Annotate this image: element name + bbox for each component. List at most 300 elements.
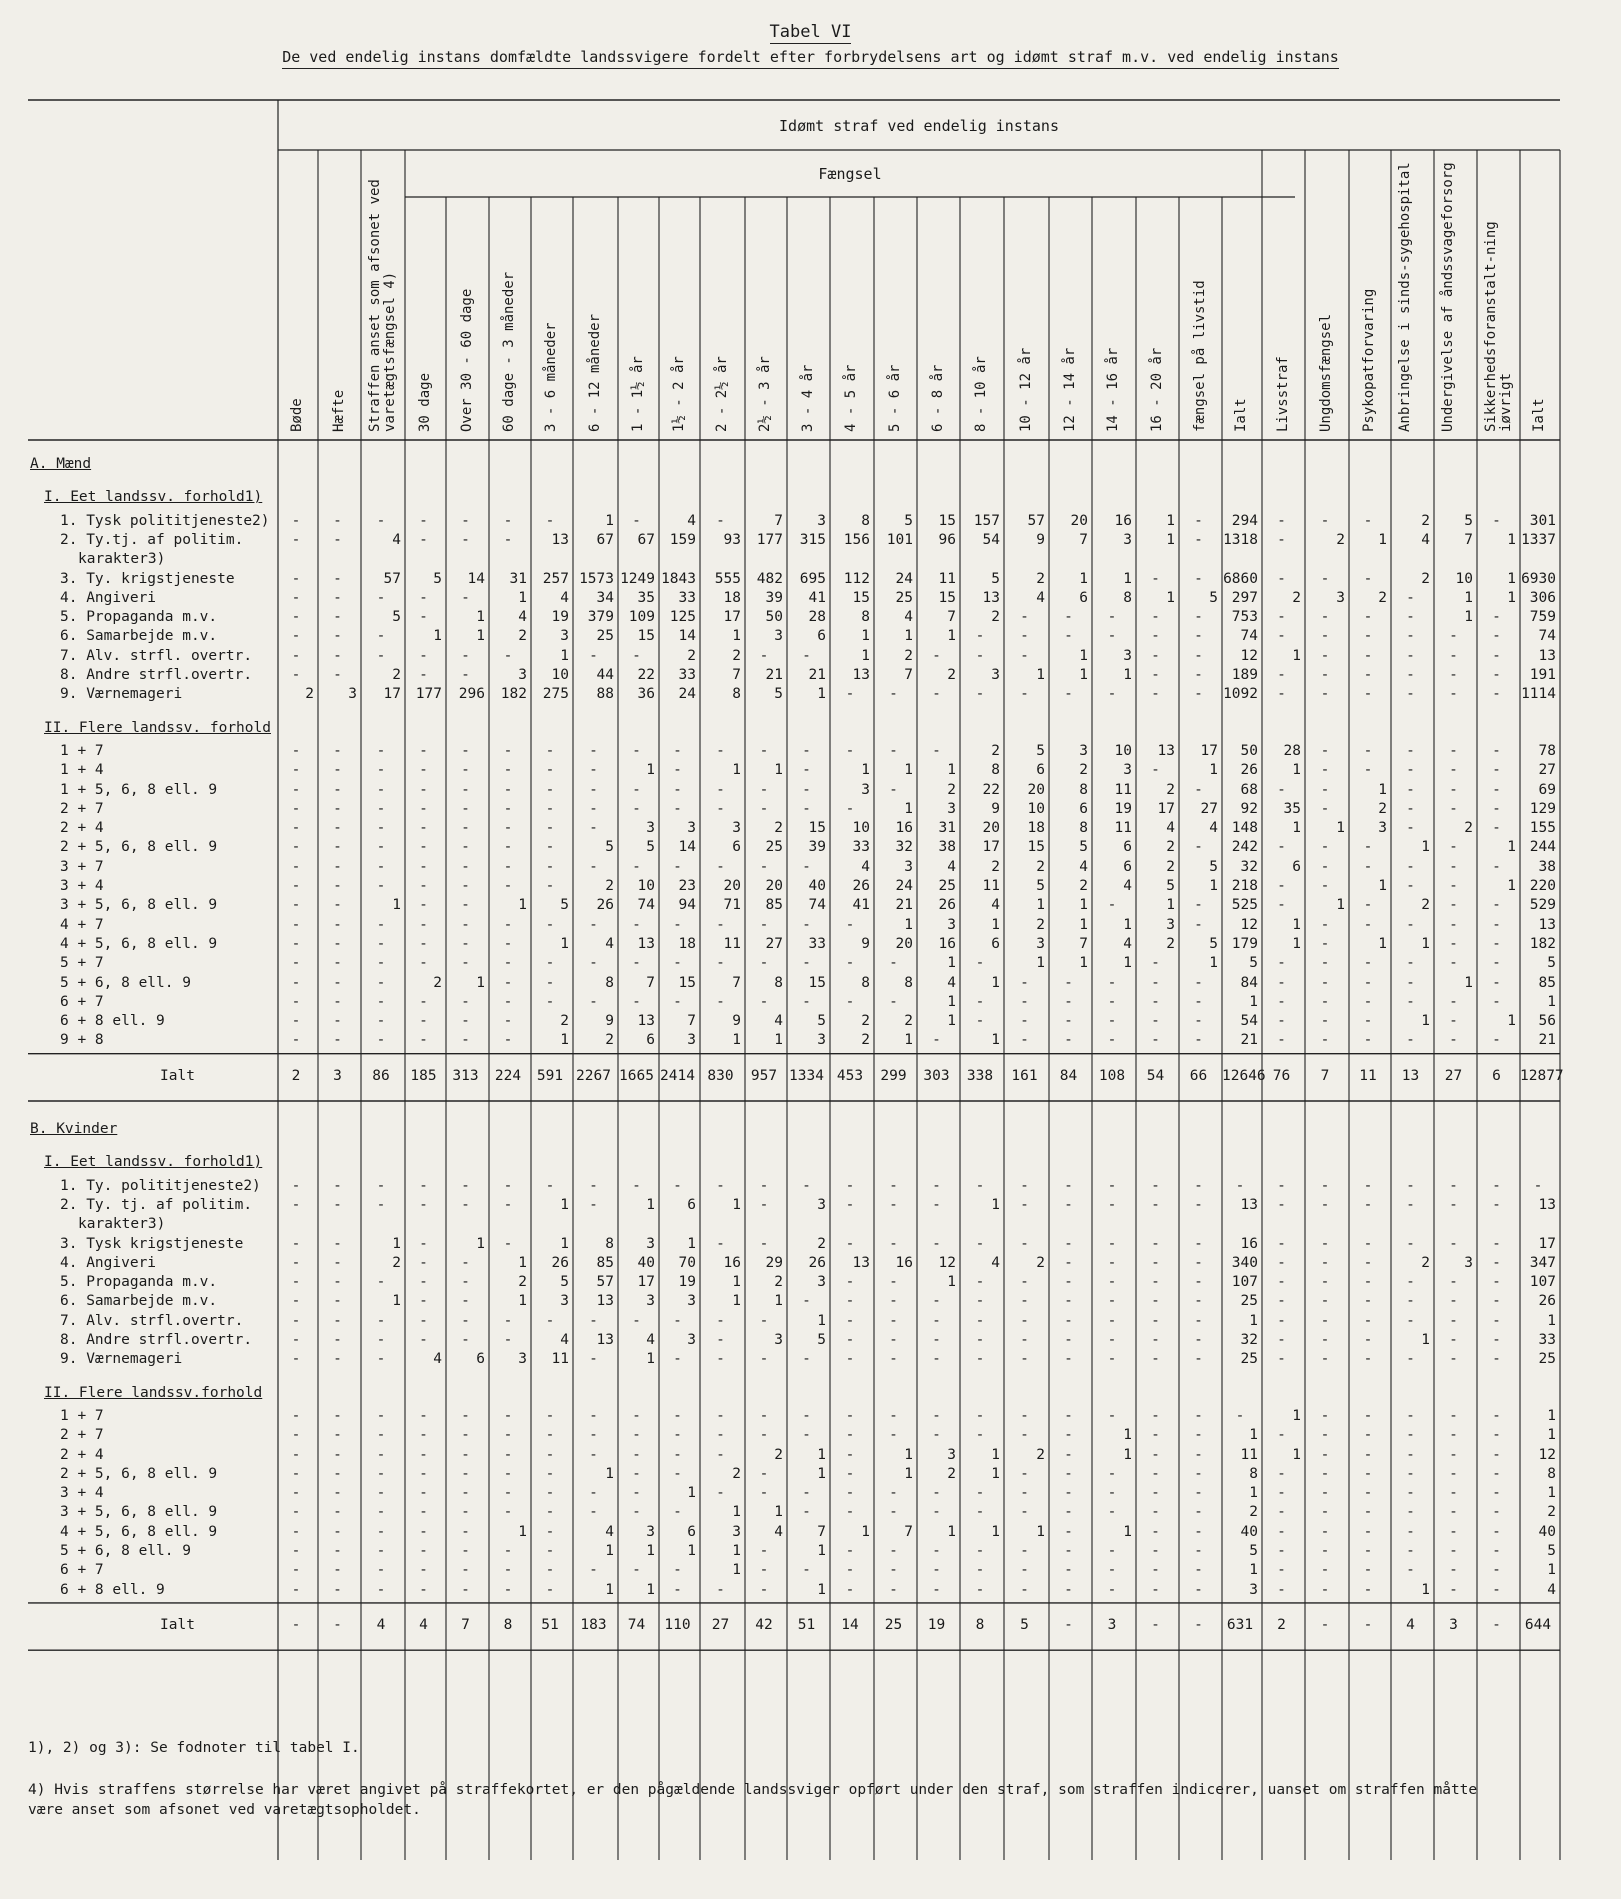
table-cell: -	[1363, 993, 1373, 1010]
table-cell: 315	[799, 531, 826, 548]
table-cell: -	[1194, 1465, 1203, 1482]
table-cell: -	[461, 916, 470, 933]
table-cell: -	[333, 1465, 342, 1482]
table-cell: 1	[1547, 993, 1556, 1010]
table-cell: 1	[476, 974, 485, 991]
table-cell: 32	[895, 839, 913, 856]
table-cell: 33	[678, 589, 696, 606]
table-cell: -	[461, 839, 470, 856]
table-cell: 8	[1249, 1465, 1258, 1482]
row-label: 4 + 5, 6, 8 ell. 9	[60, 1523, 218, 1540]
table-cell: 74	[1240, 628, 1258, 645]
table-cell: -	[1406, 762, 1415, 779]
table-cell: 4	[419, 1616, 428, 1633]
row-label: 7. Alv. strfl. overtr.	[60, 647, 253, 664]
table-cell: -	[632, 1465, 641, 1482]
table-cell: -	[1320, 1274, 1330, 1291]
table-cell: 12	[1240, 916, 1258, 933]
table-cell: -	[975, 647, 985, 664]
table-cell: 13	[596, 1332, 614, 1348]
table-cell: -	[1194, 781, 1203, 798]
table-cell: 26	[1240, 762, 1258, 779]
table-cell: 27	[1538, 762, 1556, 779]
table-cell: 1	[1209, 955, 1218, 972]
table-cell: -	[845, 1312, 855, 1329]
table-cell: 1	[518, 1523, 527, 1540]
table-cell: -	[333, 1523, 342, 1540]
section-label: B. Kvinder	[30, 1121, 118, 1137]
table-cell: -	[1492, 800, 1501, 817]
table-cell: 1	[476, 1235, 485, 1252]
table-cell: -	[1151, 609, 1160, 626]
table-cell: -	[845, 1332, 855, 1348]
table-cell: 10	[1455, 570, 1473, 587]
table-cell: 155	[1529, 820, 1556, 837]
table-cell: -	[545, 1485, 555, 1502]
table-cell: 1	[560, 1235, 569, 1252]
table-cell: 34	[596, 589, 614, 606]
table-cell: 1	[646, 1351, 655, 1368]
table-cell: 3	[518, 1351, 527, 1368]
table-cell: 18	[723, 589, 741, 606]
table-cell: 10	[637, 878, 655, 894]
table-cell: -	[759, 1177, 769, 1194]
table-cell: -	[673, 916, 682, 933]
table-cell: 6	[687, 1196, 696, 1213]
table-cell: 1	[817, 1465, 826, 1482]
table-cell: -	[1277, 1427, 1286, 1444]
table-cell: 1	[1123, 916, 1132, 933]
table-cell: -	[503, 1196, 513, 1213]
table-cell: 5	[1249, 1543, 1258, 1559]
table-cell: 182	[500, 686, 527, 703]
table-cell: -	[291, 800, 301, 817]
table-cell: -	[1406, 1293, 1415, 1310]
table-cell: 1	[1547, 1427, 1556, 1444]
row-label: 2. Ty. tj. af politim.	[60, 1196, 253, 1213]
table-cell: -	[802, 993, 811, 1010]
table-cell: -	[291, 858, 301, 875]
table-cell: -	[545, 858, 555, 875]
table-cell: -	[1194, 647, 1203, 664]
table-cell: -	[1320, 1351, 1330, 1368]
row-label: 7. Alv. strfl.overtr.	[60, 1312, 244, 1329]
table-cell: -	[1363, 1581, 1373, 1598]
table-title: Tabel VI	[769, 22, 852, 42]
table-cell: 3	[904, 858, 913, 875]
table-cell: 1	[646, 1543, 655, 1559]
table-cell: -	[1151, 762, 1160, 779]
table-cell: 1114	[1521, 686, 1556, 703]
table-cell: -	[845, 1465, 855, 1482]
table-cell: 1665	[619, 1067, 654, 1084]
table-cell: -	[333, 1312, 342, 1329]
table-cell: -	[461, 1254, 470, 1271]
table-cell: -	[802, 916, 811, 933]
table-cell: 3	[1449, 1616, 1458, 1633]
table-cell: -	[545, 993, 555, 1010]
table-cell: 51	[541, 1616, 559, 1633]
table-cell: -	[1363, 647, 1373, 664]
table-cell: 22	[637, 667, 655, 683]
table-cell: -	[291, 993, 301, 1010]
table-cell: 12646	[1222, 1067, 1266, 1084]
table-cell: 94	[678, 897, 696, 914]
table-cell: 10	[1027, 800, 1045, 817]
table-cell: 1	[1292, 820, 1301, 837]
table-cell: -	[1363, 1013, 1373, 1030]
table-cell: 2	[1547, 1504, 1556, 1521]
table-cell: -	[632, 1427, 641, 1444]
table-cell: -	[632, 1177, 641, 1194]
table-cell: -	[632, 781, 641, 798]
table-cell: 2	[1036, 858, 1045, 875]
table-cell: -	[1406, 742, 1415, 759]
table-cell: 15	[938, 512, 956, 529]
table-cell: -	[1320, 647, 1330, 664]
table-cell: 1	[774, 1293, 783, 1310]
table-cell: -	[1363, 1032, 1373, 1049]
table-cell: -	[1151, 974, 1160, 991]
table-cell: -	[333, 781, 342, 798]
table-cell: -	[1449, 647, 1458, 664]
table-cell: -	[1151, 1332, 1160, 1348]
table-cell: 1	[1292, 1407, 1301, 1424]
table-cell: -	[1449, 935, 1458, 952]
table-cell: 3	[687, 1293, 696, 1310]
table-cell: 1	[1079, 955, 1088, 972]
table-cell: 10	[1114, 742, 1132, 759]
table-cell: 6	[1123, 858, 1132, 875]
table-cell: -	[333, 878, 342, 894]
table-cell: 23	[678, 878, 696, 894]
table-cell: 17	[383, 686, 401, 703]
table-cell: -	[503, 1504, 513, 1521]
table-cell: -	[1320, 858, 1330, 875]
table-cell: -	[589, 1407, 598, 1424]
table-cell: 12877	[1520, 1067, 1564, 1084]
table-cell: -	[759, 1427, 769, 1444]
table-cell: -	[716, 993, 725, 1010]
table-cell: 3	[646, 820, 655, 837]
table-cell: 5	[1166, 878, 1175, 894]
table-cell: 20	[895, 935, 913, 952]
table-cell: -	[1064, 1312, 1073, 1329]
table-cell: -	[1277, 1465, 1286, 1482]
table-cell: 313	[452, 1067, 479, 1084]
table-cell: -	[1406, 1485, 1415, 1502]
table-cell: -	[1194, 1407, 1203, 1424]
table-cell: 19	[1114, 800, 1132, 817]
table-cell: -	[1449, 1293, 1458, 1310]
table-cell: 7	[904, 667, 913, 683]
table-cell: 1	[1547, 1485, 1556, 1502]
table-cell: -	[1107, 1407, 1117, 1424]
table-cell: -	[545, 878, 555, 894]
table-cell: -	[1194, 839, 1203, 856]
table-cell: -	[376, 1332, 386, 1348]
table-cell: -	[802, 781, 811, 798]
table-cell: -	[461, 1465, 470, 1482]
table-cell: 2	[732, 647, 741, 664]
table-cell: 7	[1464, 531, 1473, 548]
table-cell: -	[889, 1562, 898, 1579]
table-cell: 2	[947, 781, 956, 798]
table-cell: 1	[646, 1581, 655, 1598]
row-label: 2 + 5, 6, 8 ell. 9	[60, 1465, 218, 1482]
table-cell: 1	[774, 762, 783, 779]
table-cell: -	[461, 1312, 470, 1329]
table-cell: -	[889, 1274, 898, 1291]
table-cell: -	[545, 974, 555, 991]
table-cell: 1	[1507, 531, 1516, 548]
table-cell: 2	[687, 647, 696, 664]
table-cell: -	[291, 1196, 301, 1213]
table-cell: 108	[1098, 1067, 1126, 1084]
column-header: Over 30 - 60 dage	[458, 288, 475, 432]
table-cell: 306	[1529, 589, 1556, 606]
table-cell: -	[932, 1332, 941, 1348]
table-cell: -	[759, 647, 769, 664]
table-cell: 2	[1166, 858, 1175, 875]
table-cell: 2	[518, 1274, 527, 1291]
table-cell: -	[1363, 667, 1373, 683]
table-cell: -	[291, 1446, 301, 1463]
table-cell: 25	[1240, 1293, 1258, 1310]
table-cell: -	[1277, 1523, 1286, 1540]
table-cell: 6	[732, 839, 741, 856]
table-cell: -	[503, 1543, 513, 1559]
row-label: 6 + 8 ell. 9	[60, 1013, 165, 1030]
table-cell: 1	[991, 1465, 1000, 1482]
table-cell: 33	[1538, 1332, 1556, 1348]
column-header: Hæfte	[330, 389, 347, 432]
table-cell: 1	[774, 1032, 783, 1049]
table-cell: 3	[646, 1293, 655, 1310]
table-cell: 13	[596, 1293, 614, 1310]
row-label: 6 + 8 ell. 9	[60, 1581, 165, 1598]
table-cell: -	[802, 1504, 811, 1521]
row-label: 3 + 5, 6, 8 ell. 9	[60, 1504, 218, 1521]
table-cell: -	[1406, 800, 1415, 817]
table-cell: 54	[982, 531, 1000, 548]
table-cell: 1	[1249, 1312, 1258, 1329]
table-cell: -	[1406, 993, 1415, 1010]
main-column-header: Idømt straf ved endelig instans	[779, 117, 1059, 135]
table-cell: 2	[1079, 762, 1088, 779]
table-cell: -	[376, 955, 386, 972]
table-cell: -	[333, 512, 342, 529]
table-cell: 161	[1011, 1067, 1038, 1084]
row-label: 2 + 4	[60, 1446, 104, 1463]
row-label: 3 + 5, 6, 8 ell. 9	[60, 897, 218, 914]
table-cell: -	[1492, 1254, 1501, 1271]
table-cell: -	[1277, 1562, 1286, 1579]
table-cell: 3	[947, 800, 956, 817]
table-cell: -	[1320, 1616, 1330, 1633]
table-cell: -	[376, 1013, 386, 1030]
table-cell: 17	[723, 609, 741, 626]
column-header: Ialt	[1531, 398, 1547, 432]
table-cell: -	[1449, 628, 1458, 645]
table-cell: -	[802, 1177, 811, 1194]
table-cell: 525	[1231, 897, 1258, 914]
table-cell: -	[632, 1562, 641, 1579]
table-cell: -	[376, 628, 386, 645]
table-cell: -	[1320, 993, 1330, 1010]
table-cell: 177	[415, 686, 442, 703]
table-cell: 4	[861, 858, 870, 875]
table-cell: 1	[1292, 935, 1301, 952]
table-cell: 4	[774, 1013, 783, 1030]
table-cell: -	[1064, 1446, 1073, 1463]
table-cell: -	[461, 1293, 470, 1310]
table-cell: -	[632, 955, 641, 972]
table-cell: -	[759, 955, 769, 972]
table-cell: -	[1449, 781, 1458, 798]
table-cell: 15	[637, 628, 655, 645]
table-cell: -	[1363, 1427, 1373, 1444]
table-cell: 1	[1249, 1427, 1258, 1444]
table-cell: 4	[1123, 935, 1132, 952]
table-cell: -	[419, 1407, 428, 1424]
table-cell: -	[589, 1177, 598, 1194]
table-cell: -	[889, 686, 898, 703]
table-cell: -	[545, 1407, 555, 1424]
table-cell: -	[333, 1254, 342, 1271]
table-cell: -	[1020, 628, 1029, 645]
table-cell: -	[1277, 955, 1286, 972]
table-cell: 8	[975, 1616, 985, 1633]
table-cell: 1	[1079, 667, 1088, 683]
table-cell: -	[333, 647, 342, 664]
table-cell: -	[503, 974, 513, 991]
table-cell: 1	[518, 1254, 527, 1271]
table-cell: -	[1064, 1274, 1073, 1291]
table-cell: -	[291, 1427, 301, 1444]
table-cell: -	[545, 1177, 555, 1194]
table-cell: 4	[991, 897, 1000, 914]
table-cell: -	[545, 1523, 555, 1540]
table-cell: -	[1492, 1523, 1501, 1540]
table-cell: -	[1320, 667, 1330, 683]
table-cell: -	[589, 1351, 598, 1368]
table-cell: -	[802, 742, 811, 759]
table-cell: -	[1151, 1616, 1160, 1633]
table-cell: 32	[1240, 858, 1258, 875]
table-cell: 13	[852, 667, 870, 683]
table-cell: 1	[1292, 1446, 1301, 1463]
table-cell: 14	[467, 570, 485, 587]
subsection-label: II. Flere landssv. forhold	[44, 719, 271, 736]
table-cell: -	[1107, 1235, 1117, 1252]
table-cell: 1	[1378, 531, 1387, 548]
table-cell: 296	[458, 686, 485, 703]
table-cell: 17	[1200, 742, 1218, 759]
table-cell: -	[1020, 1543, 1029, 1559]
table-cell: -	[802, 1293, 811, 1310]
table-cell: -	[333, 628, 342, 645]
table-cell: 1	[904, 762, 913, 779]
table-cell: -	[845, 1177, 855, 1194]
table-cell: -	[673, 955, 682, 972]
table-cell: 529	[1529, 897, 1556, 914]
table-cell: -	[1492, 1562, 1501, 1579]
table-cell: 1	[991, 1446, 1000, 1463]
table-cell: -	[802, 1351, 811, 1368]
table-cell: -	[1151, 1562, 1160, 1579]
table-cell: -	[1406, 1465, 1415, 1482]
table-cell: 2	[774, 1274, 783, 1291]
table-cell: 830	[707, 1067, 734, 1084]
table-cell: 51	[797, 1616, 816, 1633]
table-cell: 1	[1547, 1562, 1556, 1579]
table-cell: 1092	[1223, 686, 1258, 703]
table-cell: -	[932, 686, 941, 703]
table-cell: -	[1492, 1446, 1501, 1463]
table-cell: -	[1151, 1465, 1160, 1482]
table-cell: -	[1107, 1351, 1117, 1368]
table-cell: 35	[1283, 800, 1301, 817]
table-cell: -	[545, 1446, 555, 1463]
table-cell: -	[759, 1581, 769, 1598]
table-cell: -	[589, 858, 598, 875]
table-cell: 482	[756, 570, 783, 587]
table-cell: -	[759, 1351, 769, 1368]
table-cell: 3	[1123, 762, 1132, 779]
table-cell: 5	[392, 609, 401, 626]
table-cell: 1	[947, 993, 956, 1010]
table-cell: -	[1406, 1196, 1415, 1213]
table-cell: 1	[817, 1312, 826, 1329]
table-cell: 4	[1406, 1616, 1415, 1633]
table-cell: -	[1449, 667, 1458, 683]
table-cell: -	[1320, 1177, 1330, 1194]
table-cell: -	[1363, 628, 1373, 645]
table-cell: 3	[817, 1032, 826, 1049]
table-cell: -	[1449, 955, 1458, 972]
table-cell: 1	[1378, 781, 1387, 798]
table-cell: -	[1449, 1332, 1458, 1348]
table-cell: -	[845, 1581, 855, 1598]
table-cell: -	[1406, 878, 1415, 894]
table-cell: -	[1107, 1562, 1117, 1579]
table-cell: 8	[904, 974, 913, 991]
table-cell: -	[975, 1312, 985, 1329]
table-cell: -	[1277, 512, 1286, 529]
table-cell: 84	[1240, 974, 1258, 991]
table-cell: -	[1277, 1032, 1286, 1049]
table-cell: 3	[1107, 1616, 1117, 1633]
table-cell: 1	[1123, 955, 1132, 972]
table-cell: -	[333, 1235, 342, 1252]
table-cell: 125	[669, 609, 696, 626]
table-cell: -	[419, 667, 428, 683]
table-cell: -	[333, 1562, 342, 1579]
table-cell: -	[376, 916, 386, 933]
table-cell: -	[716, 916, 725, 933]
table-cell: -	[376, 1032, 386, 1049]
table-cell: -	[1320, 1332, 1330, 1348]
table-cell: -	[1151, 1427, 1160, 1444]
table-cell: -	[1277, 1332, 1286, 1348]
table-cell: -	[1064, 1235, 1073, 1252]
table-cell: -	[291, 742, 301, 759]
table-cell: -	[1107, 1332, 1117, 1348]
table-cell: -	[1320, 878, 1330, 894]
table-cell: -	[1406, 1407, 1415, 1424]
table-cell: -	[1194, 1446, 1203, 1463]
